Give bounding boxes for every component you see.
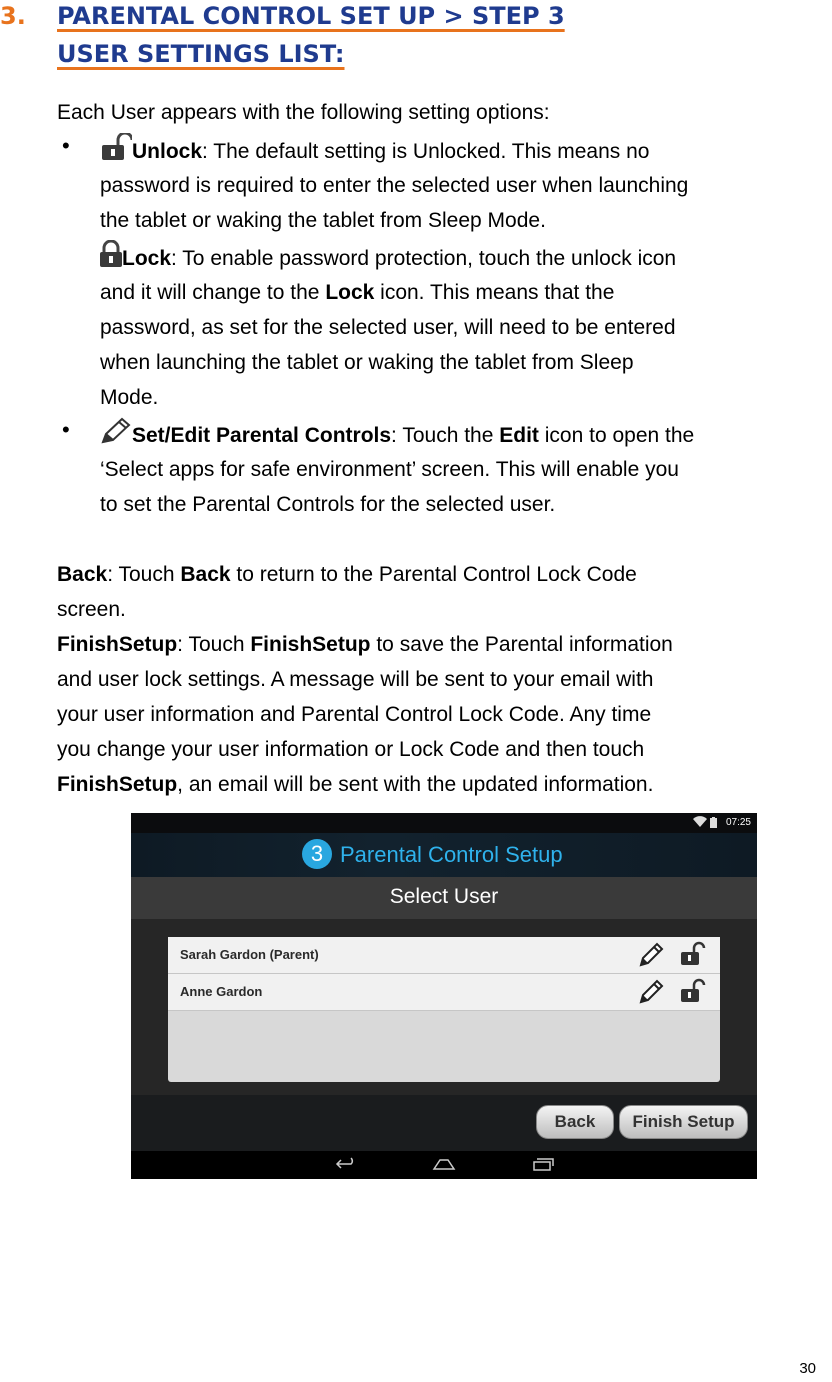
finish-term: FinishSetup [57,633,178,656]
lock-term: Lock [122,247,172,270]
user-row[interactable] [168,937,720,974]
unlock-line-2: password is required to enter the selected user when launching [100,174,689,197]
lock-line-4: when launching the tablet or waking the tablet from Sleep [100,351,634,374]
unlock-line-1: : The default setting is Unlocked. This means no [202,140,650,163]
section-number: 3. [0,2,26,30]
finish-line-4: you change your user information or Lock Code and then touch [57,738,645,761]
button-bar [131,1095,757,1151]
subtitle-bar [131,877,757,919]
lock-line-3: password, as set for the selected user, will need to be entered [100,316,676,339]
lock-line-2: and it will change to the Lock icon. This means that the [100,281,615,304]
unlock-icon [100,133,132,161]
subtitle: Select User [389,885,499,908]
heading-line-1: PARENTAL CONTROL SET UP > STEP 3 [57,2,565,30]
wifi-icon [693,816,707,827]
edit-line-3: to set the Parental Controls for the selected user. [100,493,556,516]
lock-line-5: Mode. [100,386,159,409]
pencil-icon [100,417,132,445]
setup-title: Parental Control Setup [340,842,563,867]
back-line-2: screen. [57,598,126,621]
user-list [168,937,720,1082]
setup-header [131,833,757,877]
heading-line-2: USER SETTINGS LIST: [57,40,345,68]
user-name: Sarah Gardon (Parent) [180,947,319,962]
intro-text: Each User appears with the following setting options: [57,101,550,124]
tablet-screenshot [131,813,757,1179]
edit-line-1a: : Touch the [391,424,500,447]
user-row[interactable] [168,974,720,1011]
step-badge: 3 [302,839,332,869]
finish-line-5: FinishSetup, an email will be sent with the updated information. [57,773,654,796]
unlock-toggle-icon[interactable] [680,941,706,967]
nav-bar [131,1151,757,1179]
unlock-term: Unlock [132,140,203,163]
bullet-dot: • [62,133,70,158]
edit-line-2: ‘Select apps for safe environment’ screen. This will enable you [100,458,679,481]
back-nav-icon[interactable] [335,1157,357,1171]
back-term: Back [57,563,108,586]
finish-line-2: and user lock settings. A message will be sent to your email with [57,668,654,691]
edit-line-1c: icon to open the [538,424,695,447]
finish-line-3: your user information and Parental Control Lock Code. Any time [57,703,652,726]
recent-apps-icon[interactable] [532,1157,554,1171]
lock-icon [100,240,122,268]
edit-line-1b: Edit [499,424,539,447]
bullet-dot: • [62,417,70,442]
edit-pencil-icon[interactable] [638,942,664,968]
home-nav-icon[interactable] [432,1157,456,1171]
unlock-toggle-icon[interactable] [680,978,706,1004]
finish-setup-button[interactable]: Finish Setup [619,1105,748,1139]
user-panel [131,919,757,1095]
edit-pencil-icon[interactable] [638,979,664,1005]
page-number: 30 [799,1360,816,1377]
user-name: Anne Gardon [180,984,263,999]
battery-icon [710,817,717,828]
status-time: 07:25 [725,817,751,828]
status-bar [131,813,757,833]
lock-line-1: : To enable password protection, touch the unlock icon [171,247,677,270]
back-button[interactable]: Back [536,1105,614,1139]
edit-term: Set/Edit Parental Controls [132,424,392,447]
unlock-line-3: the tablet or waking the tablet from Sleep Mode. [100,209,546,232]
